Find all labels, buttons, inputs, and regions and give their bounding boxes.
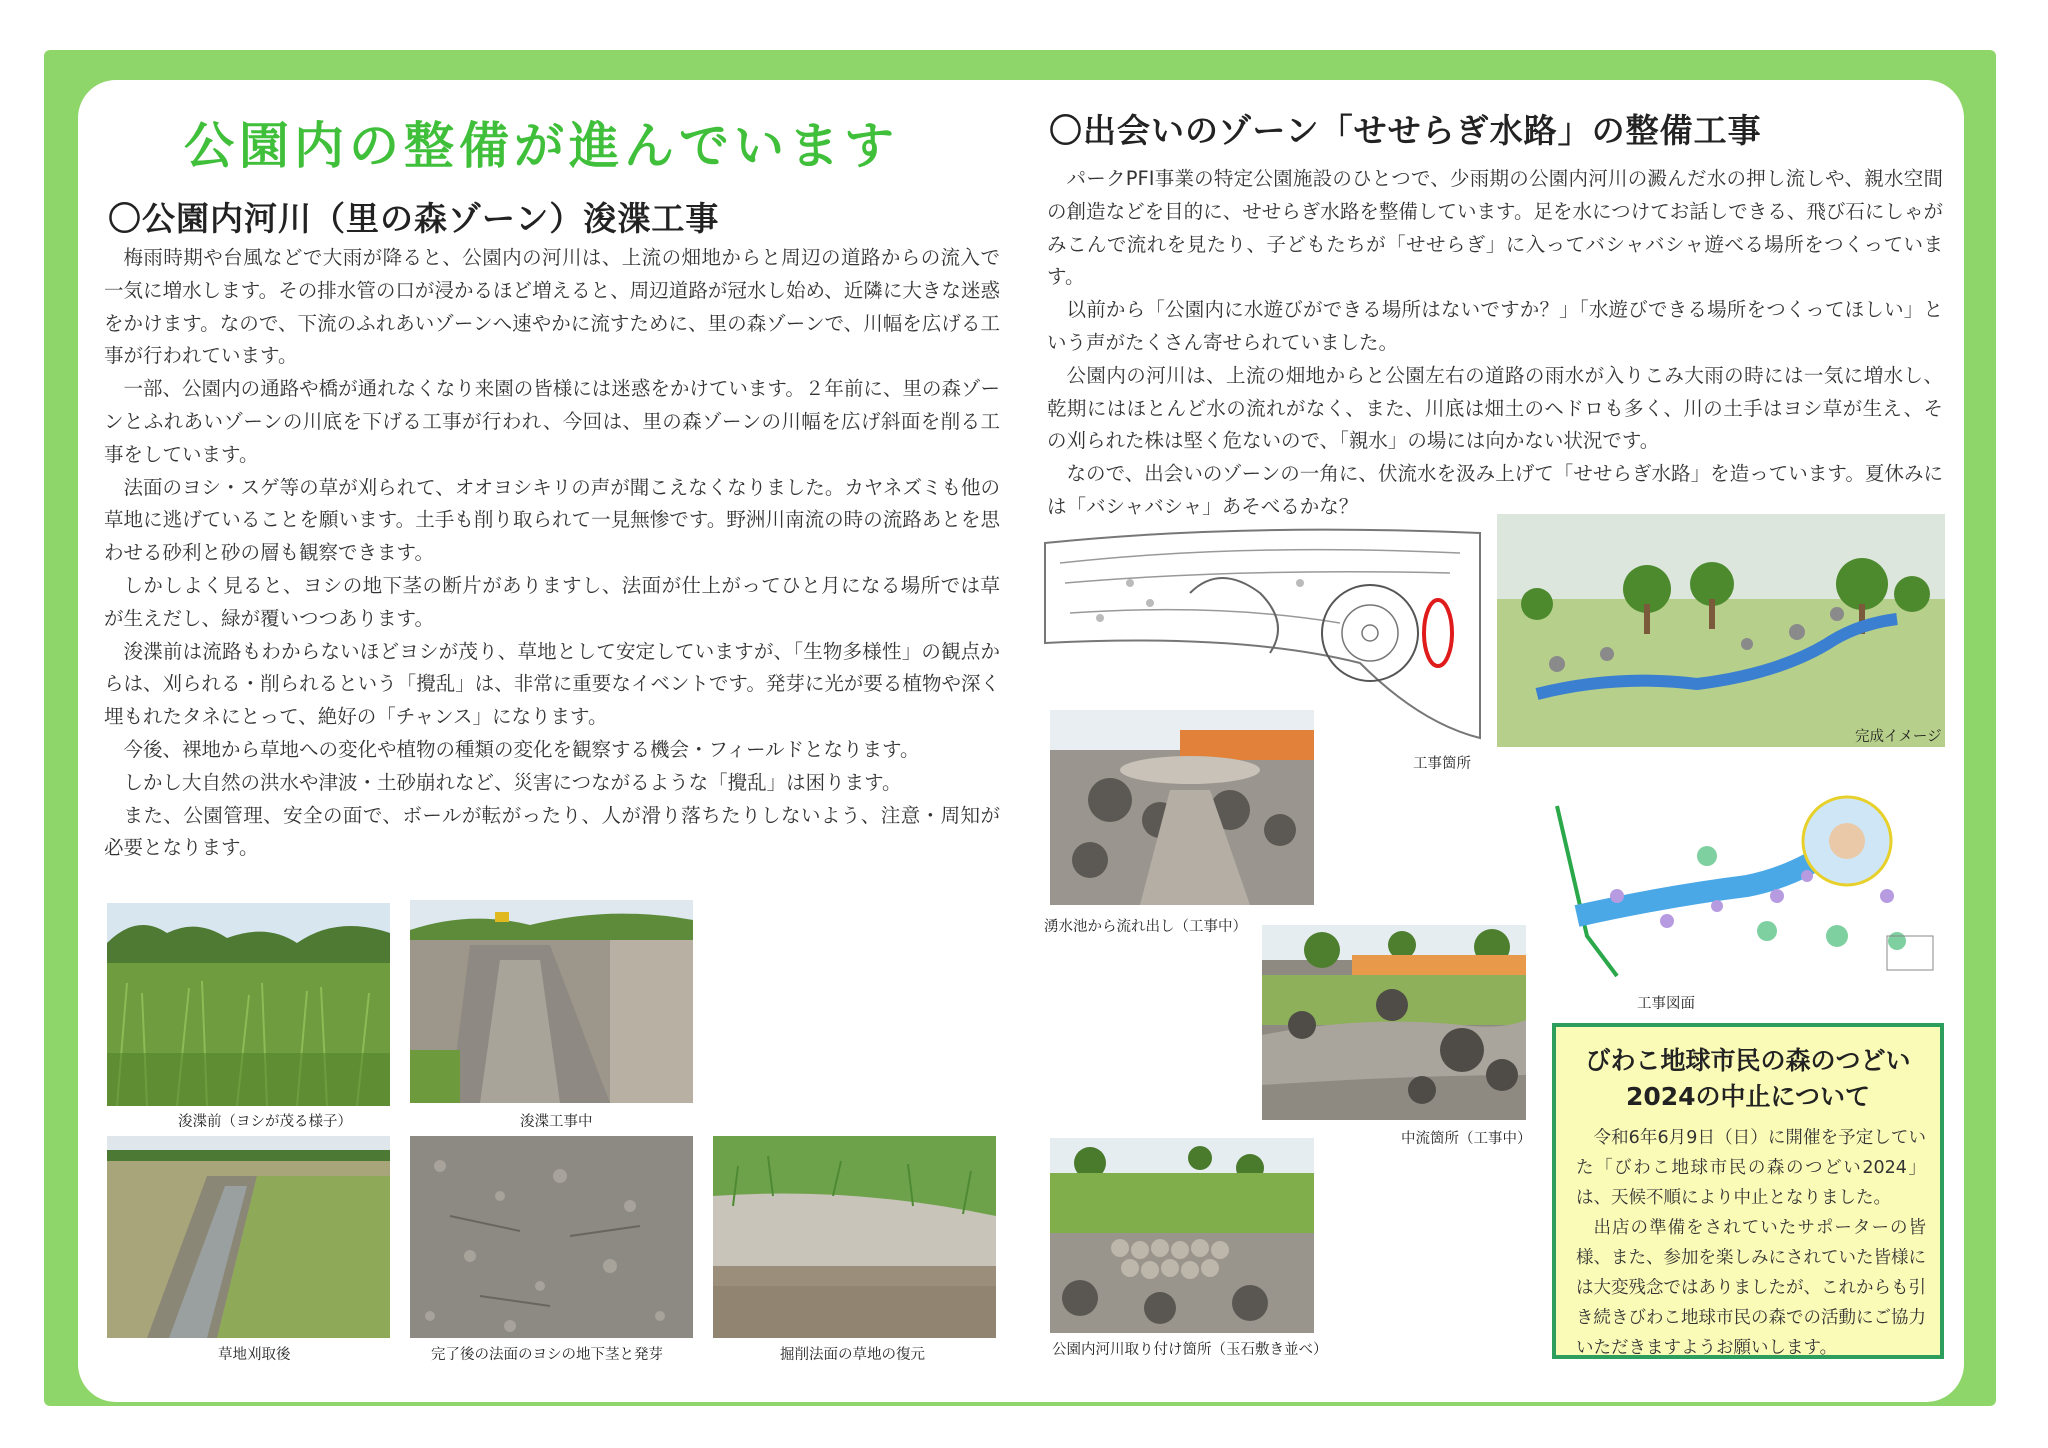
notice-title-line: びわこ地球市民の森のつどい xyxy=(1585,1046,1911,1075)
notice-title-line: 2024の中止について xyxy=(1625,1082,1871,1111)
photo-spring-pond xyxy=(1050,710,1314,905)
caption: 工事箇所 xyxy=(1413,756,1471,772)
caption: 掘削法面の草地の復元 xyxy=(780,1347,925,1363)
construction-drawing xyxy=(1547,786,1942,986)
caption: 公園内河川取り付け箇所（玉石敷き並べ） xyxy=(1052,1342,1328,1358)
right-paragraph: パークPFI事業の特定公園施設のひとつで、少雨期の公園内河川の澱んだ水の押し流しや、親水空間の創造などを目的に、せせらぎ水路を整備しています。足を水につけてお話しできる、飛び石にしゃがみこんで流れを見たり、子どもたちが「せせらぎ」に入ってバシャバシャ遊べる場所をつくっています。 xyxy=(1047,167,1943,289)
right-paragraph: なので、出会いのゾーンの一角に、伏流水を汲み上げて「せせらぎ水路」を造っています。夏休みには「バシャバシャ」あそべるかな？ xyxy=(1047,462,1943,518)
caption: 湧水池から流れ出し（工事中） xyxy=(1044,919,1247,935)
caption: 完成イメージ xyxy=(1855,729,1942,745)
left-paragraph: 法面のヨシ・スゲ等の草が刈られて、オオヨシキリの声が聞こえなくなりました。カヤネズミも他の草地に逃げていることを願います。土手も削り取られて一見無惨です。野洲川南流の時の流路あとを思わせる砂利と砂の層も観察できます。 xyxy=(104,475,1000,565)
notice-title xyxy=(1556,1043,1940,1115)
completion-image-drawing xyxy=(1497,514,1945,747)
left-paragraph: 一部、公園内の通路や橋が通れなくなり来園の皆様には迷惑をかけています。２年前に、里の森ゾーンとふれあいゾーンの川底を下げる工事が行われ、今回は、里の森ゾーンの川幅を広げ斜面を削る工事をしています。 xyxy=(104,377,1001,466)
caption: 工事図面 xyxy=(1637,996,1695,1012)
photo-dredging xyxy=(410,900,693,1103)
right-paragraph: 以前から「公園内に水遊びができる場所はないですか？」「水遊びできる場所をつくってほしい」という声がたくさん寄せられていました。 xyxy=(1047,298,1943,354)
photo-reeds-before xyxy=(107,903,390,1106)
left-paragraph: しかしよく見ると、ヨシの地下茎の断片がありますし、法面が仕上がってひと月になる場所では草が生えだし、緑が覆いつつあります。 xyxy=(104,573,1000,630)
notice-paragraph: 出店の準備をされていたサポーターの皆様、また、参加を楽しみにされていた皆様には大変残念ではありましたが、これからも引き続きびわこ地球市民の森での活動にご協力いただきますようお願いします。 xyxy=(1576,1218,1926,1358)
photo-rhizomes xyxy=(410,1136,693,1338)
caption: 浚渫前（ヨシが茂る様子） xyxy=(178,1114,352,1130)
caption: 浚渫工事中 xyxy=(520,1114,593,1130)
right-paragraph: 公園内の河川は、上流の畑地からと公園左右の道路の雨水が入りこみ大雨の時には一気に増水し、乾期にはほとんど水の流れがなく、また、川底は畑土のヘドロも多く、川の土手はヨシ草が生え、その刈られた株は堅く危ないので、「親水」の場には向かない状況です。 xyxy=(1047,363,1943,453)
caption: 中流箇所（工事中） xyxy=(1401,1131,1532,1147)
left-paragraph: 今後、裸地から草地への変化や植物の種類の変化を観察する機会・フィールドとなります。 xyxy=(123,737,920,761)
caption: 草地刈取後 xyxy=(218,1347,291,1363)
notice-box xyxy=(1552,1023,1944,1359)
photo-midstream xyxy=(1262,925,1526,1120)
left-section-heading: 〇公園内河川（里の森ゾーン）浚渫工事 xyxy=(108,199,720,238)
left-paragraph: また、公園管理、安全の面で、ボールが転がったり、人が滑り落ちたりしないよう、注意・周知が必要となります。 xyxy=(104,803,1000,860)
left-paragraph: 浚渫前は流路もわからないほどヨシが茂り、草地として安定していますが、「生物多様性」の観点からは、刈られる・削られるという「攪乱」は、非常に重要なイベントです。発芽に光が要る植物や深く埋もれたタネにとって、絶好の「チャンス」になります。 xyxy=(104,639,1000,729)
right-section-body xyxy=(1047,163,1943,524)
photo-river-connection xyxy=(1050,1138,1314,1333)
page-title: 公園内の整備が進んでいます xyxy=(184,117,899,175)
left-paragraph: 梅雨時期や台風などで大雨が降ると、公園内の河川は、上流の畑地からと周辺の道路からの流入で一気に増水します。その排水管の口が浸かるほど増えると、周辺道路が冠水し始め、近隣に大きな迷惑をかけます。なので、下流のふれあいゾーンへ速やかに流すために、里の森ゾーンで、川幅を広げる工事が行われています。 xyxy=(104,246,1000,368)
left-section-body xyxy=(104,242,1000,865)
notice-paragraph: 令和6年6月9日（日）に開催を予定していた「びわこ地球市民の森のつどい2024」は、天候不順により中止となりました。 xyxy=(1576,1128,1926,1208)
photo-slope-restored xyxy=(713,1136,996,1338)
notice-body xyxy=(1576,1123,1926,1363)
caption: 完了後の法面のヨシの地下茎と発芽 xyxy=(431,1347,663,1363)
photo-grass-cut xyxy=(107,1136,390,1338)
right-section-heading: 〇出会いのゾーン「せせらぎ水路」の整備工事 xyxy=(1049,111,1762,150)
left-paragraph: しかし大自然の洪水や津波・土砂崩れなど、災害につながるような「攪乱」は困ります。 xyxy=(123,770,902,794)
